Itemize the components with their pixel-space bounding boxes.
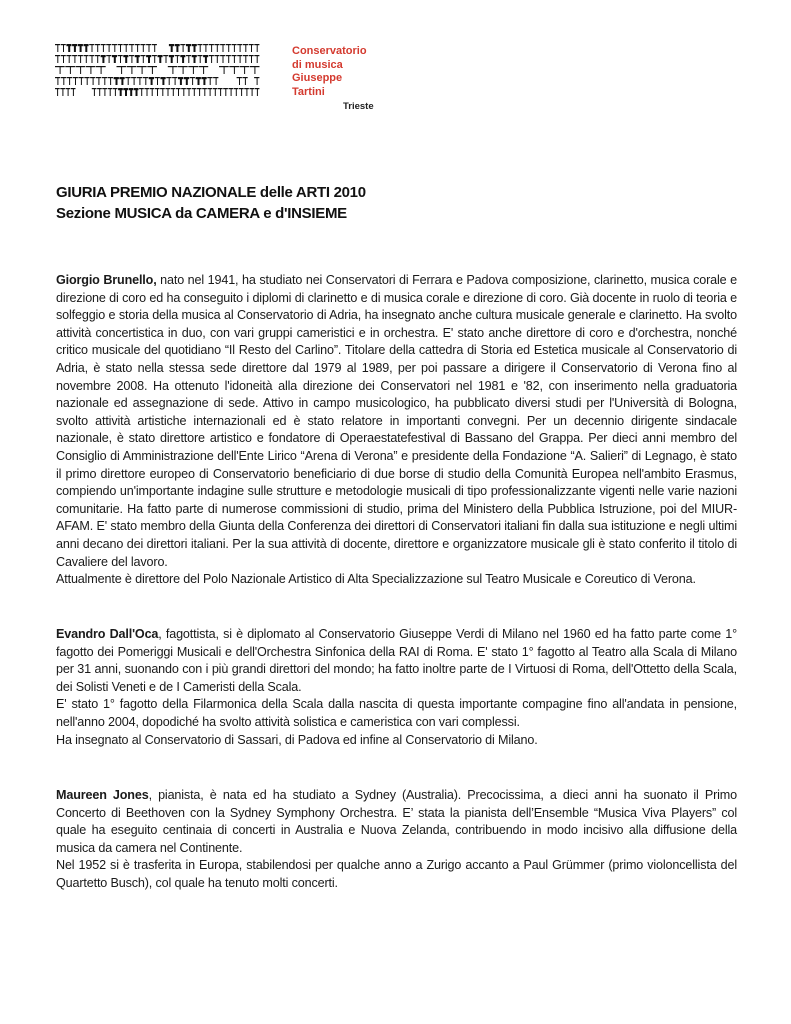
logo-stem [143, 44, 144, 52]
logo-stem [73, 88, 74, 96]
logo-stem [194, 55, 196, 63]
logo-stem [109, 44, 110, 52]
logo-stem [101, 66, 102, 74]
logo-stem [251, 44, 252, 52]
logo-stem [125, 55, 127, 63]
bio-paragraph [56, 626, 737, 696]
logo-stem [139, 77, 140, 85]
logo-stem [204, 88, 205, 96]
bio-paragraph: E' stato 1° fagotto della Filarmonica della Scala dalla nascita di questa importante compagine fino all'andata in pensione, nell'anno 2004, dopodiché ha svolto attività solistica e cameristica con vari complessi. [56, 697, 737, 729]
logo-stem [199, 88, 200, 96]
logo-stem [114, 55, 116, 63]
logo-stem [241, 88, 242, 96]
logo-stem [116, 77, 118, 85]
music-bars-logo-icon [55, 44, 265, 108]
logo-stem [126, 44, 127, 52]
logo-stem [87, 77, 88, 85]
logo-stem [244, 66, 245, 74]
institution-line-4: Tartini [292, 85, 325, 98]
logo-stem [98, 77, 99, 85]
logo-stem [154, 55, 155, 63]
logo-stem [200, 44, 201, 52]
logo-stem [220, 88, 221, 96]
logo-stem [180, 77, 182, 85]
logo-stem [115, 88, 116, 96]
logo-stem [74, 55, 75, 63]
logo-stem [193, 66, 194, 74]
logo-stem [245, 44, 246, 52]
logo-stem [217, 44, 218, 52]
logo-stem [168, 88, 169, 96]
logo-stem [217, 55, 218, 63]
logo-stem [257, 88, 258, 96]
logo-stem [205, 55, 207, 63]
logo-stem [110, 88, 111, 96]
logo-stem [211, 55, 212, 63]
logo-stem [178, 88, 179, 96]
logo-stem [175, 77, 176, 85]
logo-stem [171, 55, 173, 63]
bio-paragraph [56, 787, 737, 857]
logo-stem [239, 77, 240, 85]
logo-stem [172, 66, 173, 74]
logo-stem [210, 88, 211, 96]
logo-stem [69, 55, 70, 63]
bio-paragraph: Ha insegnato al Conservatorio di Sassari, di Padova ed infine al Conservatorio di Milano. [56, 732, 538, 747]
logo-stem [137, 44, 138, 52]
logo-stem [205, 44, 206, 52]
logo-stem [114, 44, 115, 52]
bio-text: , pianista, è nata ed ha studiato a Sydney (Australia). Precocissima, a dieci anni ha suonato il Primo Concerto di Beethoven con la Sydney Symphony Orchestra. E’ stata la pianista dell’Ensemble “Musica Viva Players” col quale ha eseguito centinaia di concerti in Australia e Nuova Zelanda, contribuendo in modo incisivo alla diffusione della musica da camera nel Continente. [56, 788, 737, 855]
bio-name: Maureen Jones [56, 788, 149, 802]
bio-giorgio-brunello [56, 272, 737, 589]
logo-stem [57, 55, 58, 63]
logo-stem [60, 66, 61, 74]
institution-line-2: di musica [292, 58, 343, 71]
logo-stem [120, 88, 122, 96]
logo-stem [93, 77, 94, 85]
logo-stem [110, 77, 111, 85]
bio-paragraph: Nel 1952 si è trasferita in Europa, stabilendosi per qualche anno a Zurigo accanto a Paul Grümmer (primo violoncellista del Quartetto Busch), col quale ha tenuto molti concerti. [56, 858, 737, 890]
logo-stem [228, 55, 229, 63]
logo-stem [225, 88, 226, 96]
logo-stem [141, 88, 142, 96]
logo-stem [62, 88, 63, 96]
bio-paragraph [56, 272, 737, 571]
logo-stem [257, 77, 258, 85]
logo-stem [80, 55, 81, 63]
logo-stem [215, 88, 216, 96]
logo-stem [81, 77, 82, 85]
logo-stem [131, 44, 132, 52]
logo-stem [143, 55, 144, 63]
logo-stem [80, 44, 82, 52]
logo-stem [211, 44, 212, 52]
logo-stem [216, 77, 217, 85]
logo-stem [149, 44, 150, 52]
logo-stem [104, 77, 105, 85]
logo-stem [173, 88, 174, 96]
logo-stem [152, 88, 153, 96]
logo-stem [94, 88, 95, 96]
logo-stem [189, 88, 190, 96]
logo-stem [210, 77, 211, 85]
title-line-1: GIURIA PREMIO NAZIONALE delle ARTI 2010 [56, 184, 366, 201]
logo-stem [183, 44, 184, 52]
logo-stem [99, 88, 100, 96]
bio-maureen-jones [56, 787, 737, 893]
logo-stem [257, 55, 258, 63]
logo-stem [128, 77, 129, 85]
logo-stem [63, 44, 64, 52]
logo-stem [63, 55, 64, 63]
logo-stem [188, 55, 189, 63]
bio-text: , fagottista, si è diplomato al Conservatorio Giuseppe Verdi di Milano nel 1960 ed ha fatto parte come 1° fagotto dei Pomeriggi Musicali e dell'Orchestra Sinfonica della RAI di Roma. E' stato 1° fagotto al Teatro alla Scala di Milano per 31 anni, suonando con i più grandi direttori del mondo; ha fatto inoltre parte de I Virtuosi di Roma, dell'Ottetto della Scala, dei Solisti Veneti e de I Cameristi della Scala. [56, 627, 737, 694]
logo-stem [254, 66, 255, 74]
institution-line-1: Conservatorio [292, 45, 367, 57]
logo-stem [68, 88, 69, 96]
logo-stem [176, 44, 178, 52]
logo-stem [231, 88, 232, 96]
logo-stem [162, 88, 163, 96]
logo-stem [169, 77, 170, 85]
logo-stem [157, 77, 158, 85]
logo-stem [57, 77, 58, 85]
logo-stem [121, 66, 122, 74]
logo-stem [136, 88, 138, 96]
logo-stem [203, 77, 205, 85]
logo-stem [131, 55, 132, 63]
logo-stem [74, 44, 76, 52]
logo-stem [92, 44, 93, 52]
logo-stem [194, 88, 195, 96]
logo-stem [142, 66, 143, 74]
logo-stem [234, 44, 235, 52]
logo-stem [223, 55, 224, 63]
logo-stem [134, 77, 135, 85]
logo-stem [240, 44, 241, 52]
logo-stem [63, 77, 64, 85]
logo-stem [131, 66, 132, 74]
logo-stem [70, 66, 71, 74]
logo-stem [234, 66, 235, 74]
logo-stem [188, 44, 190, 52]
institution-line-3: Giuseppe [292, 72, 343, 84]
logo-stem [148, 55, 150, 63]
logo-stem [240, 55, 241, 63]
logo-stem [130, 88, 132, 96]
logo-stem [151, 77, 153, 85]
logo-stem [75, 77, 76, 85]
institution-name [292, 45, 367, 99]
logo-stem [182, 55, 184, 63]
logo-stem [154, 44, 155, 52]
logo-stem [120, 44, 121, 52]
logo-stem [192, 77, 193, 85]
bio-name: Giorgio Brunello, [56, 273, 157, 287]
logo-stem [57, 88, 58, 96]
bio-evandro-dalloca [56, 626, 737, 749]
logo-stem [200, 55, 201, 63]
logo-stem [97, 55, 98, 63]
logo-stem [251, 55, 252, 63]
logo-stem [120, 55, 121, 63]
logo-stem [57, 44, 58, 52]
logo-stem [92, 55, 93, 63]
logo-stem [228, 44, 229, 52]
document-title [56, 182, 366, 224]
logo-stem [223, 44, 224, 52]
logo-stem [177, 55, 178, 63]
logo-stem [234, 55, 235, 63]
logo-stem [246, 88, 247, 96]
logo-stem [245, 77, 246, 85]
logo-stem [159, 55, 161, 63]
bio-text: nato nel 1941, ha studiato nei Conservatori di Ferrara e Padova composizione, clarinetto, musica corale e direzione di coro ed ha conseguito i diplomi di clarinetto e di musica corale e direzione di coro. Già docente in ruolo di teoria e solfeggio e storia della musica al Conservatorio di Adria, ha insegnato anche cultura musicale generale e clarinetto. Ha svolto attività concertistica in duo, con vari gruppi cameristici e in orchestra. E' stato anche direttore di coro e d'orchestra, nonché critico musicale del quotidiano “Il Resto del Carlino”. Titolare della cattedra di Storia ed Estetica musicale al Conservatorio di Adria, è stato nella stessa sede direttore dal 1979 al 1989, per poi passare a dirigere il Conservatorio di Verona fino al novembre 2008. Ha ottenuto l'idoneità alla direzione dei Conservatori nel 1981 e '82, con inserimento nella graduatoria nazionale ed assegnazione di sede. Attivo in campo musicologico, ha pubblicato diversi studi per l'Università di Bologna, svolto attività artistiche internazionali ed è stato relatore in importanti convegni. Per un decennio dirigente sindacale nazionale, è stato direttore artistico e fondatore di Operaestatefestival di Bassano del Grappa. Per dieci anni membro del Consiglio di Amministrazione dell'Ente Lirico “Arena di Verona” e presidente della Fondazione “A. Salieri” di Legnago, è stato il primo direttore europeo di Conservatorio beneficiario di due borse di studio della Comunità Europea nell'ambito Erasmus, compiendo un'importante indagine sulle strutture e metodologie musicali di tipo professionalizzante vigenti nelle varie nazioni comunitarie. Ha fatto parte di numerose commissioni di studio, prima del Ministero della Pubblica Istruzione, poi del MIUR-AFAM. E' stato membro della Giunta della Conferenza dei direttori di Conservatori italiani fin dalla sua istituzione e negli ultimi anni decano dei direttori italiani. Per la sua attività di docente, direttore e organizzatore musicale gli è stato conferito il titolo di Cavaliere del lavoro. [56, 273, 737, 569]
logo-stem [103, 44, 104, 52]
logo-stem [252, 88, 253, 96]
logo-stem [171, 44, 173, 52]
logo-stem [109, 55, 110, 63]
bio-paragraph: Attualmente è direttore del Polo Nazionale Artistico di Alta Specializzazione sul Teatro Musicale e Coreutico di Verona. [56, 572, 696, 587]
logo-stem [186, 77, 188, 85]
logo-stem [203, 66, 204, 74]
logo-stem [157, 88, 158, 96]
logo-stem [90, 66, 91, 74]
logo-stem [80, 66, 81, 74]
logo-stem [194, 44, 196, 52]
logo-stem [69, 77, 70, 85]
logo-stem [166, 55, 167, 63]
logo-stem [257, 44, 258, 52]
logo-stem [121, 77, 123, 85]
logo-stem [224, 66, 225, 74]
logo-stem [125, 88, 127, 96]
logo-stem [102, 55, 104, 63]
logo-stem [152, 66, 153, 74]
logo-stem [198, 77, 200, 85]
bio-name: Evandro Dall'Oca [56, 627, 159, 641]
logo-stem [137, 55, 139, 63]
logo-stem [245, 55, 246, 63]
logo-stem [86, 55, 87, 63]
logo-stem [145, 77, 146, 85]
institution-city: Trieste [343, 101, 374, 112]
logo-stem [104, 88, 105, 96]
logo-stem [68, 44, 70, 52]
logo-stem [147, 88, 148, 96]
logo-stem [183, 88, 184, 96]
logo-stem [183, 66, 184, 74]
logo-stem [162, 77, 164, 85]
logo-stem [85, 44, 87, 52]
logo-stem [97, 44, 98, 52]
logo-stem [236, 88, 237, 96]
title-line-2: Sezione MUSICA da CAMERA e d'INSIEME [56, 205, 347, 222]
